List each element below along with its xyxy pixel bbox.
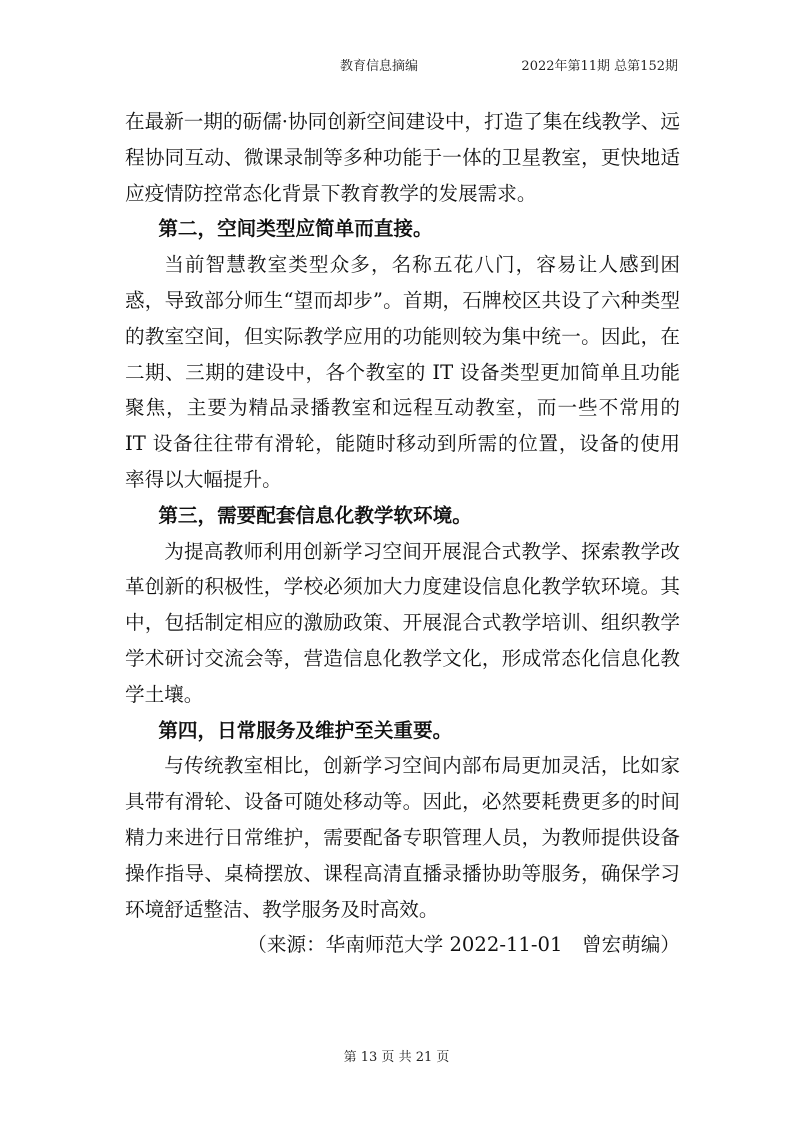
section-heading-4: 第四，日常服务及维护至关重要。 <box>158 718 453 742</box>
article-body <box>125 104 680 963</box>
publication-title: 教育信息摘编 <box>340 59 419 74</box>
paragraph: 当前智慧教室类型众多，名称五花八门，容易让人感到困惑，导致部分师生“望而却步”。首期，石牌校区共设了六种类型的教室空间，但实际教学应用的功能则较为集中统一。因此，在二期、三期的建设中，各个教室的 IT 设备类型更加简单且功能聚焦，主要为精品录播教室和远程互动教室，而一些不常用的 IT 设备往往带有滑轮，能随时移动到所需的位置，设备的使用率得以大幅提升。 <box>125 253 680 491</box>
issue-number: 2022年第11期 总第152期 <box>521 59 678 74</box>
paragraph: 与传统教室相比，创新学习空间内部布局更加灵活，比如家具带有滑轮、设备可随处移动等。因此，必然要耗费更多的时间精力来进行日常维护，需要配备专职管理人员，为教师提供设备操作指导、桌椅摆放、课程高清直播录播协助等服务，确保学习环境舒适整洁、教学服务及时高效。 <box>125 754 680 921</box>
paragraph-continuation: 在最新一期的砺儒·协同创新空间建设中，打造了集在线教学、远程协同互动、微课录制等多种功能于一体的卫星教室，更快地适应疫情防控常态化背景下教育教学的发展需求。 <box>125 110 680 205</box>
section-heading-2: 第二，空间类型应简单而直接。 <box>158 217 433 241</box>
page-number: 第 13 页 共 21 页 <box>343 1050 450 1065</box>
section-heading-3: 第三，需要配套信息化教学软环境。 <box>158 503 472 527</box>
paragraph: 为提高教师利用创新学习空间开展混合式教学、探索教学改革创新的积极性，学校必须加大力度建设信息化教学软环境。其中，包括制定相应的激励政策、开展混合式教学培训、组织教学学术研讨交流会等，营造信息化教学文化，形成常态化信息化教学土壤。 <box>125 539 680 706</box>
source-citation: （来源：华南师范大学 2022-11-01 曾宏萌编） <box>247 933 680 957</box>
